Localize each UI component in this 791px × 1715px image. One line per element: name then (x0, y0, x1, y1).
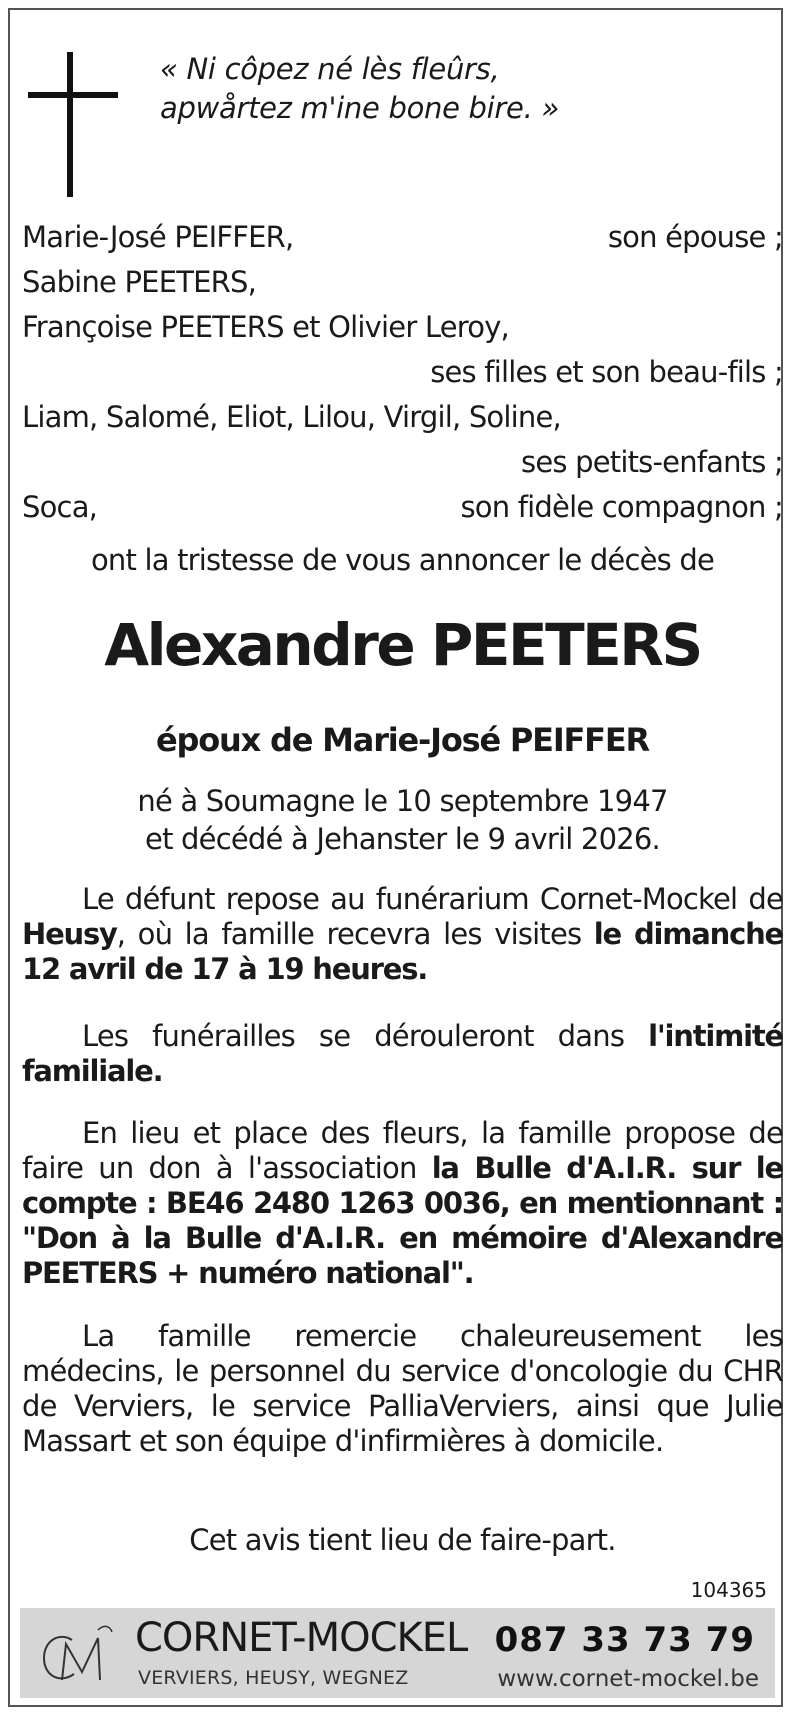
family-line (22, 440, 783, 485)
announcement-intro: ont la tristesse de vous annoncer le décès de (90, 543, 715, 577)
family-member: Sabine PEETERS, (22, 265, 257, 299)
family-relation: ses filles et son beau-fils ; (430, 355, 783, 389)
family-list (22, 215, 783, 530)
family-line (22, 305, 783, 350)
paragraph-text: , où la famille recevra les visites (116, 917, 594, 951)
family-line (22, 395, 783, 440)
donation-paragraph (22, 1116, 783, 1291)
paragraph-text: La famille remercie chaleureusement les médecins, le personnel du service d'oncologie du CHR de Verviers, le service PalliaVerviers, ainsi que Julie Massart et son équipe d'infirmières à domicile. (22, 1319, 783, 1458)
birth-death-dates (22, 782, 783, 858)
cross-icon (28, 52, 118, 197)
death-notice (8, 8, 783, 1707)
paragraph-bold: l'intimité familiale. (22, 1019, 783, 1088)
paragraph-text: En lieu et place des fleurs, la famille propose de faire un don à l'association (22, 1116, 783, 1185)
family-member: Françoise PEETERS et Olivier Leroy, (22, 310, 509, 344)
family-line (22, 260, 783, 305)
deceased-name: Alexandre PEETERS (104, 611, 701, 679)
closing-line: Cet avis tient lieu de faire-part. (189, 1523, 616, 1557)
paragraph-bold: la Bulle d'A.I.R. sur le compte : BE46 2480 1263 0036, en mentionnant : "Don à la Bulle d'A.I.R. en mémoire d'Alexandre PEETERS + numéro national". (22, 1151, 784, 1290)
funeral-home-name: CORNET-MOCKEL (135, 1615, 468, 1661)
phone-number: 087 33 73 79 (494, 1620, 755, 1660)
family-member: Soca, (22, 490, 98, 524)
family-member: Marie-José PEIFFER, (22, 220, 294, 254)
family-line (22, 350, 783, 395)
family-line (22, 485, 783, 530)
spouse-line: époux de Marie-José PEIFFER (156, 721, 649, 759)
funeral-home-banner (20, 1608, 775, 1698)
paragraph-bold: Heusy (22, 917, 117, 951)
paragraph-bold: le dimanche 12 avril de 17 à 19 heures. (22, 917, 783, 986)
funeral-paragraph (22, 1019, 783, 1089)
death-line: et décédé à Jehanster le 9 avril 2026. (145, 822, 660, 856)
family-relation: son épouse ; (607, 220, 783, 254)
visitation-paragraph (22, 882, 783, 987)
family-line (22, 215, 783, 260)
paragraph-text: Le défunt repose au funérarium Cornet-Mockel de (82, 882, 783, 916)
quote-line-1: « Ni côpez né lès fleûrs, (160, 52, 500, 86)
cornet-mockel-logo (32, 1614, 127, 1692)
website-link[interactable]: www.cornet-mockel.be (497, 1666, 759, 1692)
family-relation: ses petits-enfants ; (521, 445, 783, 479)
reference-number: 104365 (690, 1578, 767, 1602)
birth-line: né à Soumagne le 10 septembre 1947 (137, 784, 668, 818)
paragraph-text: Les funérailles se dérouleront dans (82, 1019, 649, 1053)
thanks-paragraph (22, 1319, 783, 1459)
family-member: Liam, Salomé, Eliot, Lilou, Virgil, Soline, (22, 400, 561, 434)
funeral-home-locations: VERVIERS, HEUSY, WEGNEZ (138, 1667, 409, 1689)
quote-line-2: apwårtez m'ine bone bire. » (160, 91, 560, 125)
family-relation: son fidèle compagnon ; (460, 490, 783, 524)
quote (160, 50, 760, 128)
